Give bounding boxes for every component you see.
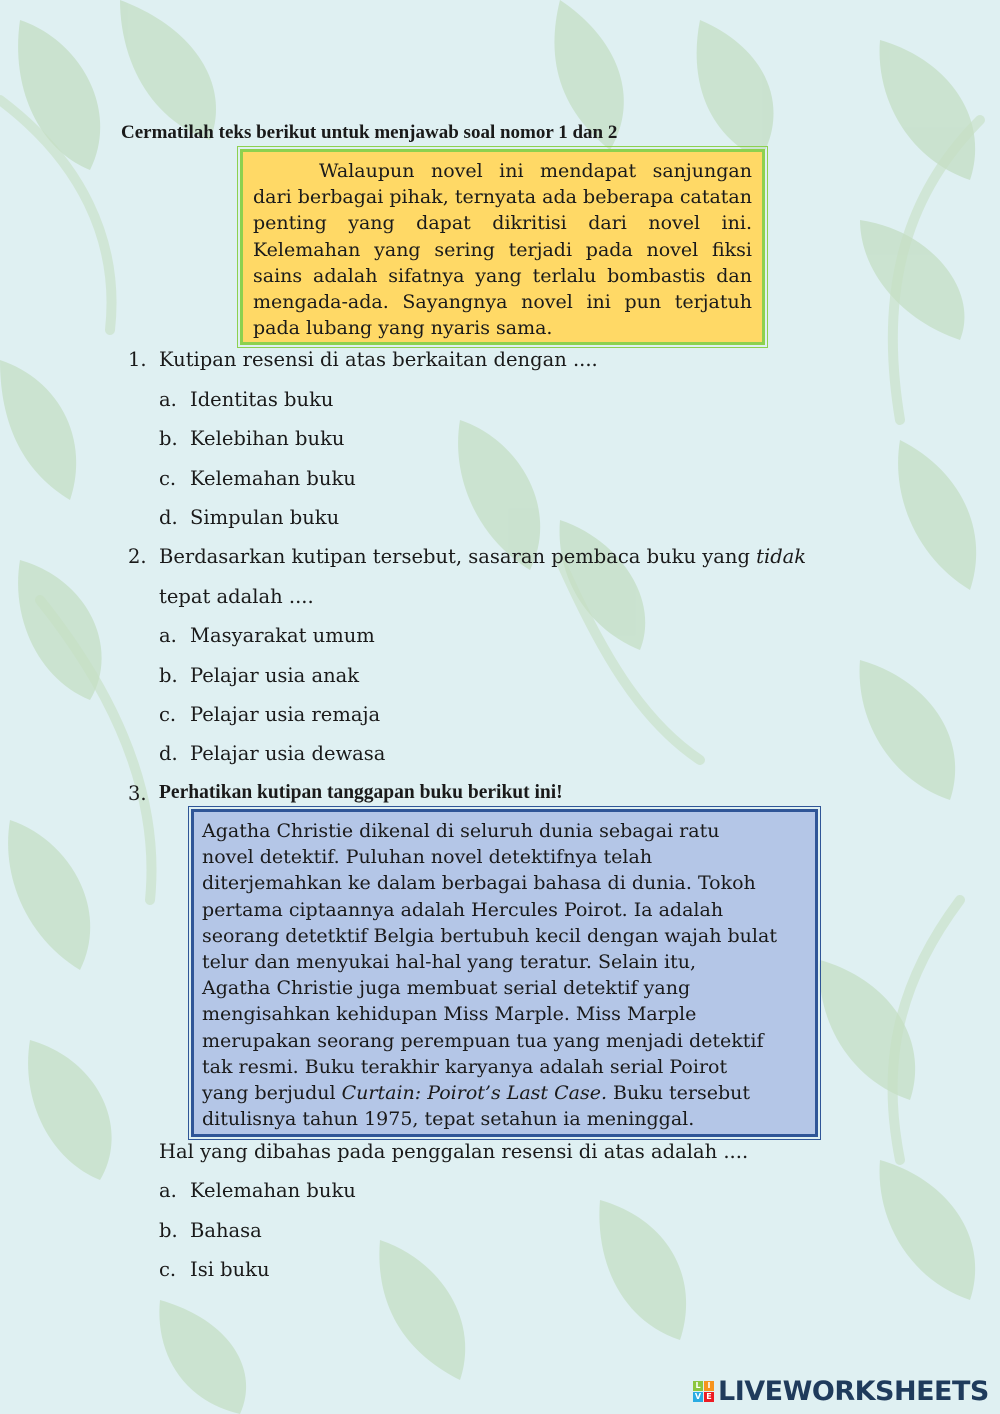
excerpt-line: ditulisnya tahun 1975, tepat setahun ia meninggal. [202, 1108, 695, 1131]
option-text: Pelajar usia remaja [190, 703, 381, 726]
excerpt-line: telur dan menyukai hal-hal yang teratur. Selain itu, [202, 951, 696, 974]
option-letter: b. [159, 427, 178, 450]
question-text: Kutipan resensi di atas berkaitan dengan .... [159, 348, 598, 371]
question-number: 1. [128, 348, 147, 371]
option-text: Kelemahan buku [190, 467, 356, 490]
excerpt-line: merupakan seorang perempuan tua yang menjadi detektif [202, 1029, 764, 1052]
option-letter: b. [159, 664, 178, 687]
excerpt-line: pertama ciptaannya adalah Hercules Poirot. Ia adalah [202, 898, 724, 921]
question-number: 3. [128, 782, 147, 805]
logo-letter: E [704, 1392, 714, 1402]
logo-letter: I [704, 1381, 714, 1391]
excerpt-line: Agatha Christie juga membuat serial detektif yang [202, 977, 691, 1000]
excerpt-line [202, 1080, 807, 1106]
question-number: 2. [128, 545, 147, 568]
option-letter: c. [159, 1258, 177, 1281]
option-text: Pelajar usia dewasa [190, 742, 386, 765]
option-text: Simpulan buku [190, 506, 340, 529]
option-text: Kelemahan buku [190, 1179, 356, 1202]
option-text: Kelebihan buku [190, 427, 345, 450]
excerpt-line: diterjemahkan ke dalam berbagai bahasa di dunia. Tokoh [202, 872, 756, 895]
logo-letter: V [694, 1391, 702, 1401]
question-text-start: Berdasarkan kutipan tersebut, sasaran pembaca buku yang [159, 545, 757, 568]
question-followup: Hal yang dibahas pada penggalan resensi di atas adalah .... [159, 1140, 749, 1163]
review-excerpt-box-2 [191, 809, 818, 1137]
question-text-continued: tepat adalah .... [159, 585, 314, 608]
option-text: Pelajar usia anak [190, 664, 360, 687]
logo-letter: L [693, 1381, 703, 1391]
option-letter: c. [159, 467, 177, 490]
logo-mark-icon [693, 1381, 714, 1402]
liveworksheets-logo[interactable] [693, 1374, 989, 1408]
excerpt-line: mengisahkan kehidupan Miss Marple. Miss Marple [202, 1003, 697, 1026]
option-letter: a. [159, 1179, 177, 1202]
option-letter: a. [159, 624, 177, 647]
option-text: Masyarakat umum [190, 624, 375, 647]
question-text-emphasis: tidak [756, 545, 807, 568]
option-text: Bahasa [190, 1219, 262, 1242]
excerpt-line: tak resmi. Buku terakhir karyanya adalah serial Poirot [202, 1055, 728, 1078]
option-letter: a. [159, 388, 177, 411]
instruction-heading: Cermatilah teks berikut untuk menjawab soal nomor 1 dan 2 [121, 122, 618, 143]
excerpt-line: Agatha Christie dikenal di seluruh dunia sebagai ratu [202, 820, 720, 842]
question-text [159, 545, 806, 568]
option-letter: c. [159, 703, 177, 726]
review-excerpt-box-1: Walaupun novel ini mendapat sanjungan dari berbagai pihak, ternyata ada beberapa catatan penting yang dapat dikritisi dari novel ini. Kelemahan yang sering terjadi pada novel fiksi sains adalah sifatnya yang terlalu bombastis dan mengada-ada. Sayangnya novel ini pun terjatuh pada lubang yang nyaris sama. [240, 149, 765, 345]
excerpt-line: novel detektif. Puluhan novel detektifnya telah [202, 846, 653, 869]
excerpt-line: seorang detetktif Belgia bertubuh kecil dengan wajah bulat [202, 924, 777, 947]
excerpt-text: Buku tersebut [607, 1082, 751, 1105]
option-letter: d. [159, 742, 178, 765]
logo-text: LIVEWORKSHEETS [718, 1375, 989, 1407]
option-text: Isi buku [190, 1258, 270, 1281]
excerpt-text: yang berjudul [202, 1082, 342, 1105]
book-title: Curtain: Poirot’s Last Case. [341, 1082, 608, 1105]
option-letter: d. [159, 506, 178, 529]
option-text: Identitas buku [190, 388, 334, 411]
option-letter: b. [159, 1219, 178, 1242]
question-text: Perhatikan kutipan tanggapan buku berikut ini! [159, 782, 563, 803]
